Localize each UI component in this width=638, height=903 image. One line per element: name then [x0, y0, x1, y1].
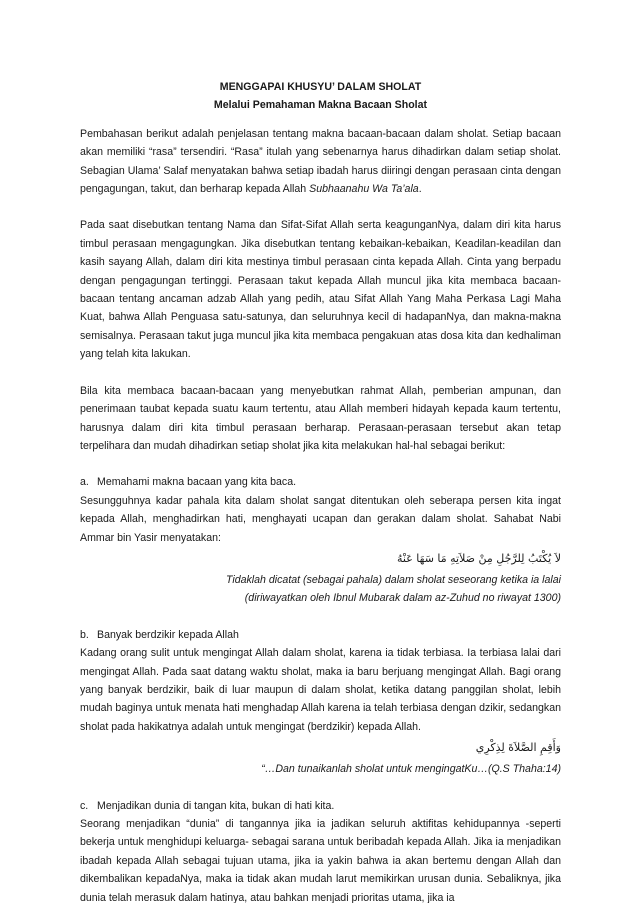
section-a-translation-2: (diriwayatkan oleh Ibnul Mubarak dalam az-Zuhud no riwayat 1300) — [244, 592, 561, 605]
document-subtitle: Melalui Pemahaman Makna Bacaan Sholat — [213, 99, 428, 112]
section-c-heading-text: Menjadikan dunia di tangan kita, bukan di hati kita. — [97, 799, 335, 812]
section-c-heading — [80, 797, 561, 815]
section-a-heading-text: Memahami makna bacaan yang kita baca. — [97, 476, 297, 489]
section-b-marker: b. — [80, 628, 89, 641]
document-title: MENGGAPAI KHUSYU’ DALAM SHOLAT — [219, 81, 422, 93]
section-a-quote — [80, 549, 561, 608]
intro-paragraph-text: Pembahasan berikut adalah penjelasan tentang makna bacaan-bacaan dalam sholat. Setiap bacaan akan memiliki “rasa” tersendiri. “Rasa” itulah yang sebenarnya harus dihadirkan dalam setiap sholat. Sebagian Ulama’ Salaf menyatakan bahwa setiap ibadah harus diiringi dengan perasaan cinta dengan pengagungan, takut, dan berharap kepada Allah — [80, 127, 561, 196]
section-c-marker: c. — [80, 799, 89, 812]
section-b-heading-text: Banyak berdzikir kepada Allah — [97, 628, 239, 641]
section-c-body: Seorang menjadikan “dunia” di tangannya jika ia jadikan seluruh aktifitas kehidupannya -seperti bekerja untuk menghidupi keluarga- sebagai sarana untuk beribadah kepada Allah. Jika ia menjadikan ibadah kepada Allah sebagai tujuan utama, jika ia yakin bahwa ia akan bertemu dengan Allah dan dikembalikan kepadaNya, maka ia tidak akan mudah larut memikirkan urusan dunia. Sebaliknya, jika dunia telah merasuk dalam hatinya, atau bahkan menjadi prioritas utama, jika ia — [80, 818, 561, 903]
section-a-marker: a. — [80, 476, 89, 489]
section-a-heading — [80, 473, 561, 491]
section-b-translation: “…Dan tunaikanlah sholat untuk mengingatKu…(Q.S Thaha:14) — [261, 763, 561, 776]
title-spacer — [80, 115, 561, 125]
section-a-translation-1: Tidaklah dicatat (sebagai pahala) dalam sholat seseorang ketika ia lalai — [226, 573, 561, 586]
section-b-heading — [80, 626, 561, 644]
intro-paragraph-end: . — [418, 183, 422, 196]
section-b-quote — [80, 738, 561, 778]
paragraph-2: Pada saat disebutkan tentang Nama dan Sifat-Sifat Allah serta keagunganNya, dalam diri kita harus timbul perasaan mengagungkan. Jika disebutkan tentang kebaikan-kebaikan, Keadilan-keadilan dan kasih sayang Allah, dalam diri kita mestinya timbul perasaan cinta kepada Allah. Cinta yang berpadu dengan pengagungan tertinggi. Perasaan takut kepada Allah muncul jika kita membaca bacaan-bacaan tentang ancaman adzab Allah yang pedih, atau Sifat Allah Yang Maha Perkasa Lagi Maha Kuat, bahwa Allah Penguasa satu-satunya, dan seluruhnya kecil di hadapanNya, dan makna-makna semisalnya. Perasaan takut juga muncul jika kita membaca pengakuan atas dosa kita dan kedhaliman yang telah kita lakukan. — [80, 219, 561, 361]
section-a-body: Sesungguhnya kadar pahala kita dalam sholat sangat ditentukan oleh seberapa persen kita ingat kepada Allah, menghadirkan hati, menghayati ucapan dan gerakan dalam sholat. Sahabat Nabi Ammar bin Yasir menyatakan: — [80, 494, 561, 544]
section-a-arabic: لاَ يُكْتَبُ لِلرَّجُلِ مِنْ صَلاَتِهِ مَا سَهَا عَنْهُ — [397, 551, 561, 565]
paragraph-3: Bila kita membaca bacaan-bacaan yang menyebutkan rahmat Allah, pemberian ampunan, dan penerimaan taubat kepada suatu kaum tertentu, atau Allah memberi hidayah kepada kaum tertentu, harusnya dalam diri kita timbul perasaan berharap. Perasaan-perasaan tersebut akan tetap terpelihara dan mudah dihadirkan setiap sholat jika kita melakukan hal-hal sebagai berikut: — [80, 384, 561, 452]
section-b-arabic: وَأَقِمِ الصَّلاَةَ لِذِكْرِي — [475, 741, 561, 755]
intro-paragraph-italic: Subhaanahu Wa Ta’ala — [309, 183, 419, 196]
section-b-body: Kadang orang sulit untuk mengingat Allah dalam sholat, karena ia tidak terbiasa. Ia terbiasa lalai dari mengingat Allah. Pada saat datang waktu sholat, maka ia baru berjuang mengingat Allah. Bagi orang yang banyak berdzikir, baik di luar maupun di dalam sholat, ketika datang panggilan sholat, lebih mudah baginya untuk menata hati menghadap Allah karena ia telah terbiasa dengan dzikir, sedangkan sholat pada hakikatnya adalah untuk mengingat (berdzikir) kepada Allah. — [80, 647, 561, 733]
intro-paragraph — [80, 125, 561, 199]
document-body — [80, 78, 561, 903]
